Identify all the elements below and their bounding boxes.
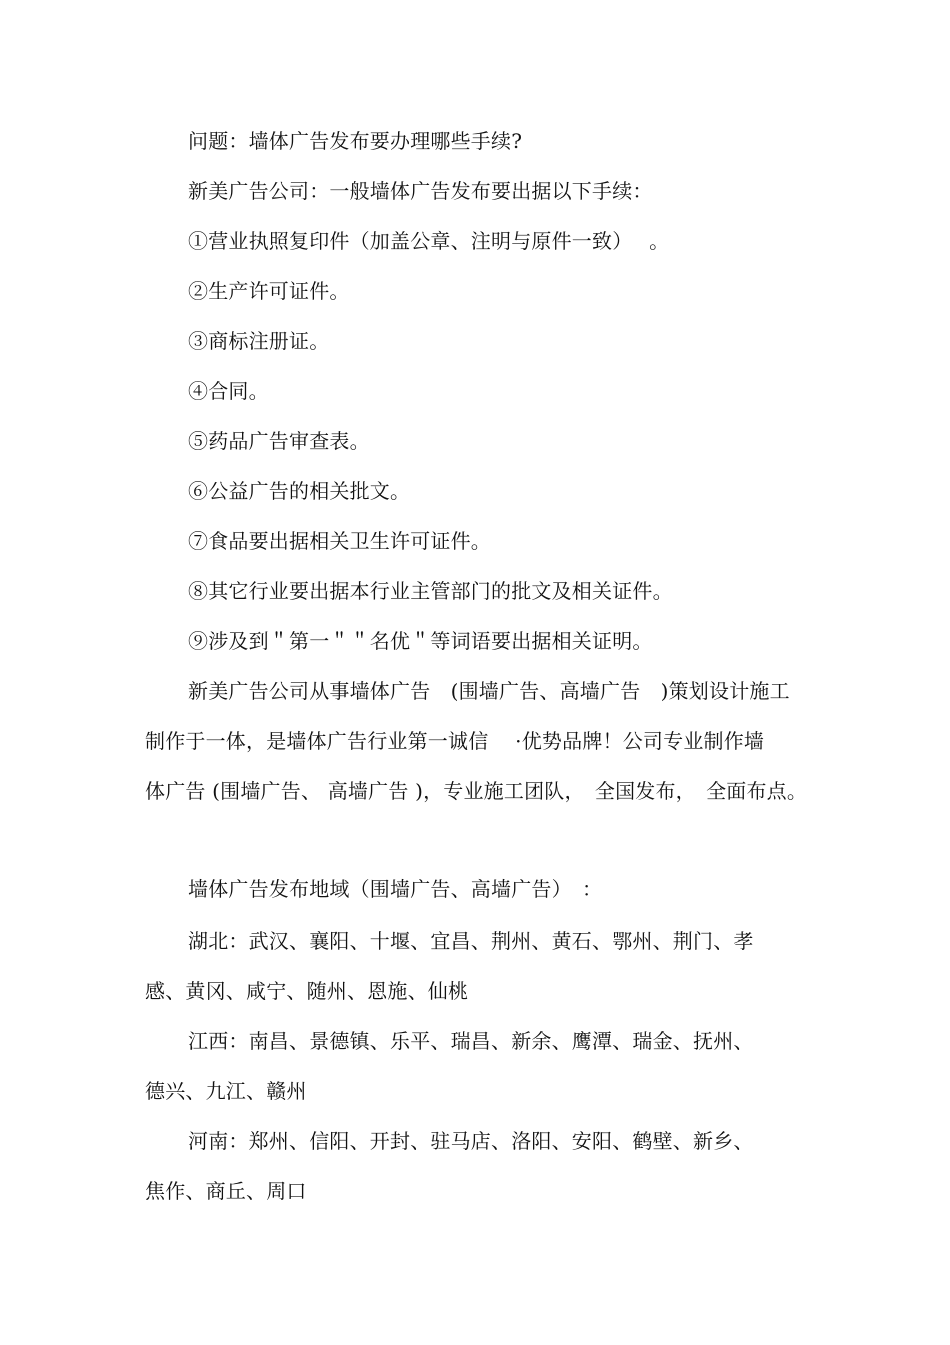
region-hubei-line1: 湖北：武汉、襄阳、十堰、宜昌、荆州、黄石、鄂州、荆门、孝: [188, 929, 754, 953]
region-jiangxi-line1: 江西：南昌、景德镇、乐平、瑞昌、新余、鹰潭、瑞金、抚州、: [188, 1029, 754, 1053]
requirement-item: ③商标注册证。: [188, 329, 330, 353]
requirement-item: ④合同。: [188, 379, 269, 403]
region-henan-line1: 河南：郑州、信阳、开封、驻马店、洛阳、安阳、鹤壁、新乡、: [188, 1129, 754, 1153]
company-paragraph-line: 制作于一体，是墙体广告行业第一诚信 ·优势品牌！公司专业制作墙: [145, 729, 765, 753]
requirement-item: ⑨涉及到＂第一＂＂名优＂等词语要出据相关证明。: [188, 629, 653, 653]
requirement-item: ⑥公益广告的相关批文。: [188, 479, 411, 503]
requirement-item: ②生产许可证件。: [188, 279, 350, 303]
question-line: 问题：墙体广告发布要办理哪些手续?: [188, 129, 523, 153]
region-hubei-line2: 感、黄冈、咸宁、随州、恩施、仙桃: [145, 979, 469, 1003]
answer-intro-line: 新美广告公司：一般墙体广告发布要出据以下手续：: [188, 179, 653, 203]
region-jiangxi-line2: 德兴、九江、赣州: [145, 1079, 307, 1103]
requirement-item: ①营业执照复印件（加盖公章、注明与原件一致） 。: [188, 229, 670, 253]
company-paragraph-line: 新美广告公司从事墙体广告 (围墙广告、高墙广告 )策划设计施工: [188, 679, 790, 703]
company-paragraph-line: 体广告 (围墙广告、 高墙广告 )，专业施工团队， 全国发布， 全面布点。: [145, 779, 808, 803]
region-henan-line2: 焦作、商丘、周口: [145, 1179, 307, 1203]
regions-heading: 墙体广告发布地域（围墙广告、高墙广告） ：: [188, 877, 603, 901]
requirement-item: ⑧其它行业要出据本行业主管部门的批文及相关证件。: [188, 579, 673, 603]
requirement-item: ⑤药品广告审查表。: [188, 429, 370, 453]
requirement-item: ⑦食品要出据相关卫生许可证件。: [188, 529, 491, 553]
